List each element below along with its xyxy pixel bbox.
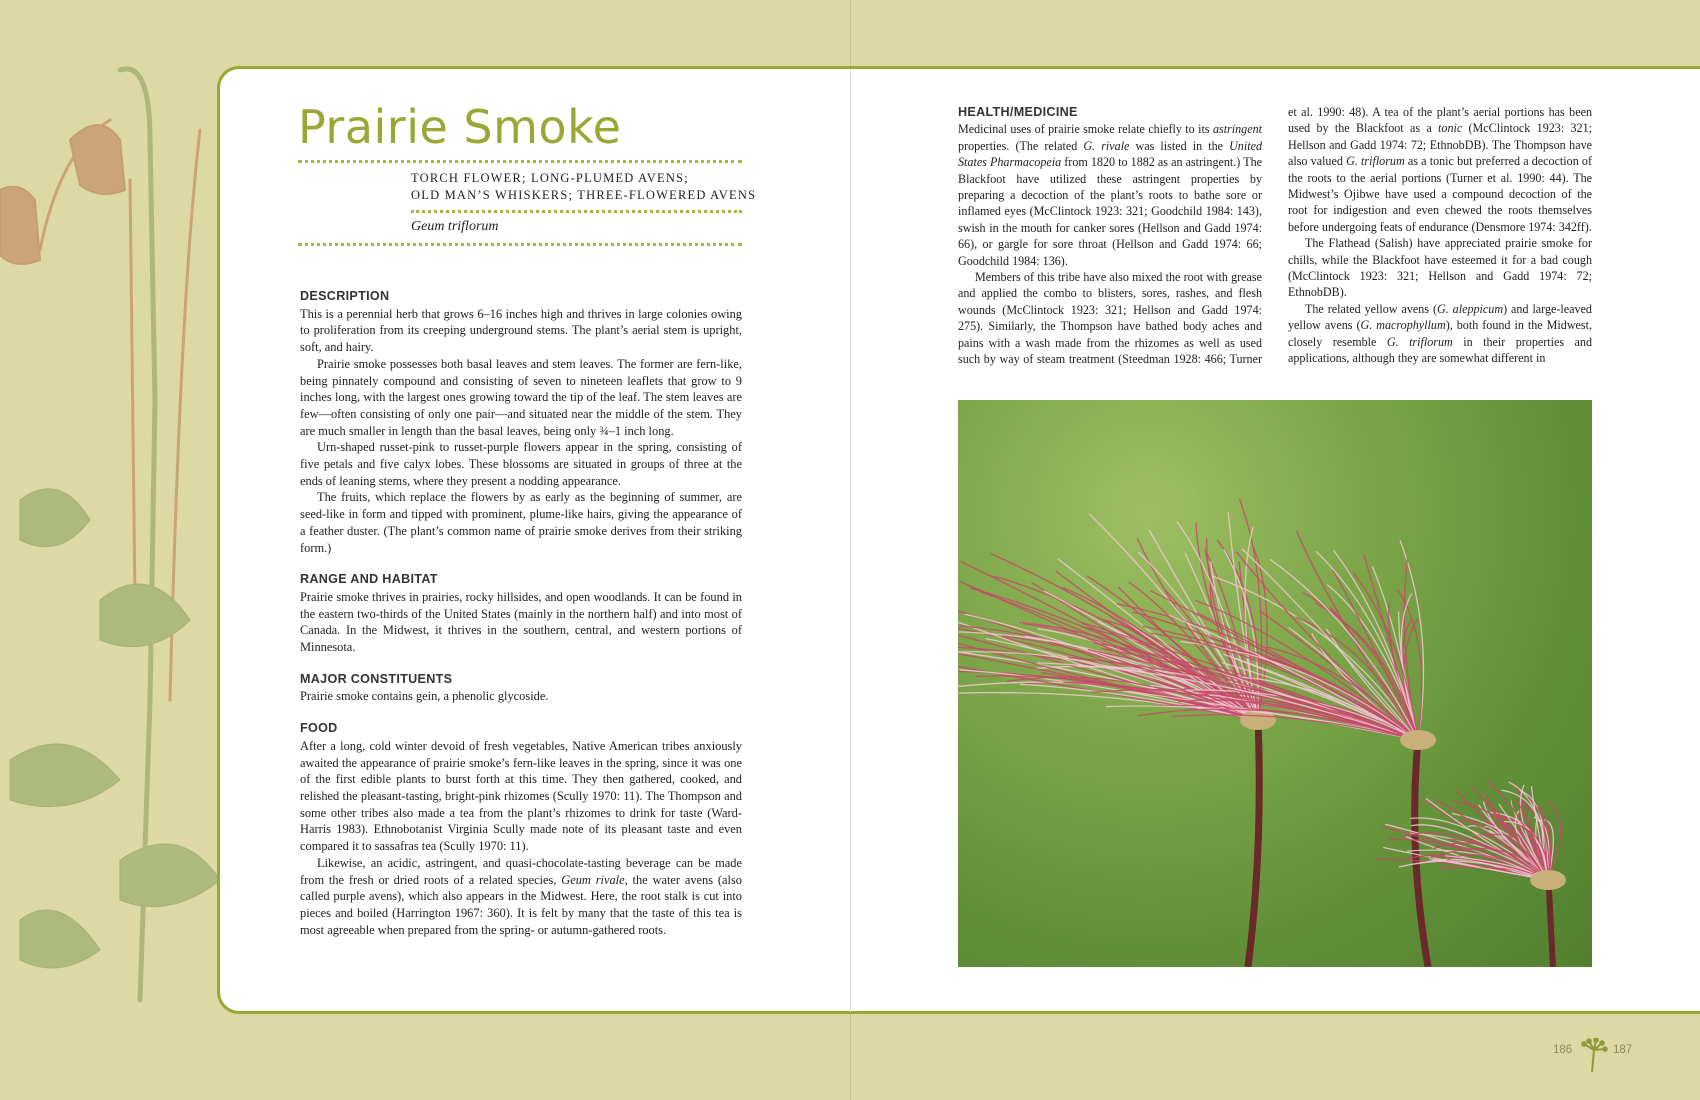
italic-text: G. rivale (1083, 138, 1130, 153)
common-names (411, 170, 756, 204)
section-heading: MAJOR CONSTITUENTS (300, 671, 453, 686)
italic-text: G. triflorum (1386, 334, 1453, 349)
text: (McClintock 1923: 321; Hellson and Gadd 1974: 72; EthnobDB). The Thompson have also valued (1288, 121, 1592, 169)
italic-text: G. macrophyllum (1360, 318, 1446, 333)
text: Members of this tribe have also mixed the root with grease and applied the combo to blisters, sores, rashes, and flesh wounds (McClintock 1923: 321; Hellson and Gadd 1974: 275). Similarly, the Thompson have bathed body aches and pains with a wash made from the rhizomes as well as used such by way of steam treatment (Steedman 1928: 466; Turner et al. 1990: 48). A tea of the plant’s aerial portions has been used by the Blackfoot as a (958, 105, 1592, 367)
italic-text: astringent (1212, 122, 1262, 137)
common-names-line: TORCH FLOWER; LONG-PLUMED AVENS; (411, 171, 689, 185)
latin-name: Geum triflorum (411, 219, 499, 234)
paragraph (300, 855, 742, 939)
paragraph (300, 306, 742, 356)
paragraph (958, 121, 1262, 269)
text: properties. (The related (958, 138, 1084, 153)
paragraph (300, 439, 742, 489)
left-text-column (300, 288, 742, 953)
gutter-line (850, 69, 851, 1012)
dotted-divider (298, 160, 742, 163)
paragraph (300, 489, 742, 556)
paragraph (300, 356, 742, 440)
paragraph (1288, 235, 1592, 301)
italic-text: Geum rivale (561, 872, 625, 887)
section-heading: FOOD (300, 721, 338, 736)
common-names-line: OLD MAN’S WHISKERS; THREE-FLOWERED AVENS (411, 188, 757, 202)
text: The fruits, which replace the flowers by as early as the beginning of summer, are seed-like in form and tipped with prominent, plume-like hairs, giving the appearance of a feather duster. (The plant’s common name of prairie smoke derives from their striking form.) (300, 490, 742, 555)
text: After a long, cold winter devoid of fresh vegetables, Native American tribes anxiously awaited the appearance of prairie smoke’s fern-like leaves in the spring, since it was one of the first edible plants to burst forth at this time. They then gathered, cooked, and relished the pleasant-tasting, bright-pink rhizomes (Scully 1970: 11). The Thompson and some other tribes also made a tea from the plant’s rhizomes to drink for taste (Ward-Harris 1983). Ethnobotanist Virginia Scully made note of its pleasant taste and even compared it to sassafras tea (Scully 1970: 11). (300, 738, 742, 854)
text: , the water avens (also called purple avens), which also appears in the Midwest. Here, the root stalk is cut into pieces and boiled (Harrington 1967: 360). It is felt by many that the taste of this tea is most agreeable when prepared from the spring- or autumn-gathered roots. (300, 872, 742, 937)
paragraph (300, 589, 742, 656)
section-range-and-habitat (300, 571, 742, 656)
text: was listed in the (1129, 138, 1230, 153)
section-food (300, 720, 742, 938)
dotted-divider (411, 210, 742, 213)
text: Prairie smoke thrives in prairies, rocky hillsides, and open woodlands. It can be found in the eastern two-thirds of the United States (mainly in the northern half) and into most of Canada. In the Midwest, it thrives in the southern, central, and western portions of Minnesota. (300, 589, 742, 655)
text: in their properties and applications, although they are somewhat different in (1288, 334, 1592, 366)
italic-text: G. aleppicum (1436, 301, 1504, 316)
paragraph (300, 738, 742, 855)
text: The Flathead (Salish) have appreciated prairie smoke for chills, while the Blackfoot have esteemed it for a bad cough (McClintock 1923: 321; Hellson and Gadd 1974: 72; EthnobDB). (1288, 236, 1592, 300)
text: ), both found in the Midwest, closely resemble (1288, 318, 1593, 349)
text: Prairie smoke possesses both basal leaves and stem leaves. The former are fern-like, being pinnately compound and consisting of seven to nineteen leaflets that grow to 9 inches long, with the largest ones growing toward the tip of the leaf. The stem leaves are few—often consisting of only one pair—and situated near the middle of the stem. They are much smaller in length than the basal leaves, being only ¾–1 inch long. (300, 356, 742, 438)
text: Prairie smoke contains gein, a phenolic glycoside. (300, 689, 549, 704)
plant-sprig-icon (1578, 1038, 1608, 1074)
italic-text: tonic (1438, 121, 1463, 136)
section-health-medicine (958, 104, 1592, 368)
text: from 1820 to 1882 as an astringent.) The Blackfoot have utilized these astringent properties by preparing a decoction of the plant’s roots to bathe sore or inflamed eyes (McClintock 1923: 321; Goodchild 1984: 143), swish in the mouth for canker sores (Hellson and Gadd 1974: 66), or gargle for sore throat (Hellson and Gadd 1974: 66; Goodchild 1984: 136). (958, 155, 1262, 268)
text: Medicinal uses of prairie smoke relate chiefly to its (958, 122, 1213, 137)
page-title: Prairie Smoke (298, 100, 622, 154)
text: ) and large-leaved yellow avens ( (1288, 301, 1592, 333)
italic-text: United States Pharmacopeia (958, 138, 1262, 170)
section-description (300, 288, 742, 556)
italic-text: G. triflorum (1346, 154, 1405, 169)
prairie-smoke-photo (958, 400, 1592, 967)
text: Urn-shaped russet-pink to russet-purple flowers appear in the spring, consisting of five petals and five calyx lobes. These blossoms are situated in groups of three at the ends of leaning stems, where they present a nodding appearance. (300, 440, 742, 488)
page-number-right: 187 (1613, 1044, 1633, 1056)
section-major-constituents (300, 671, 742, 705)
right-text-columns (958, 104, 1592, 368)
dotted-divider (298, 243, 742, 246)
page-number-left: 186 (1553, 1044, 1573, 1056)
paragraph (1288, 301, 1592, 367)
text: The related yellow avens ( (1305, 301, 1437, 316)
section-heading: DESCRIPTION (300, 289, 390, 303)
text: Likewise, an acidic, astringent, and quasi-chocolate-tasting beverage can be made from the fresh or dried roots of a related species, (300, 855, 742, 887)
section-heading: RANGE AND HABITAT (300, 572, 438, 587)
text: This is a perennial herb that grows 6–16 inches high and thrives in large colonies owing to proliferation from its creeping underground stems. The plant’s aerial stem is upright, soft, and hairy. (300, 306, 742, 355)
text: as a tonic but preferred a decoction of the roots to the aerial portions (Turner et al. 1990: 44). The Midwest’s Ojibwe have used a compound decoction of the root for indigestion and even chewed the roots themselves before undergoing feats of endurance (Densmore 1974: 342ff). (1288, 154, 1593, 234)
paragraph (300, 688, 742, 705)
section-heading: HEALTH/MEDICINE (958, 105, 1078, 119)
